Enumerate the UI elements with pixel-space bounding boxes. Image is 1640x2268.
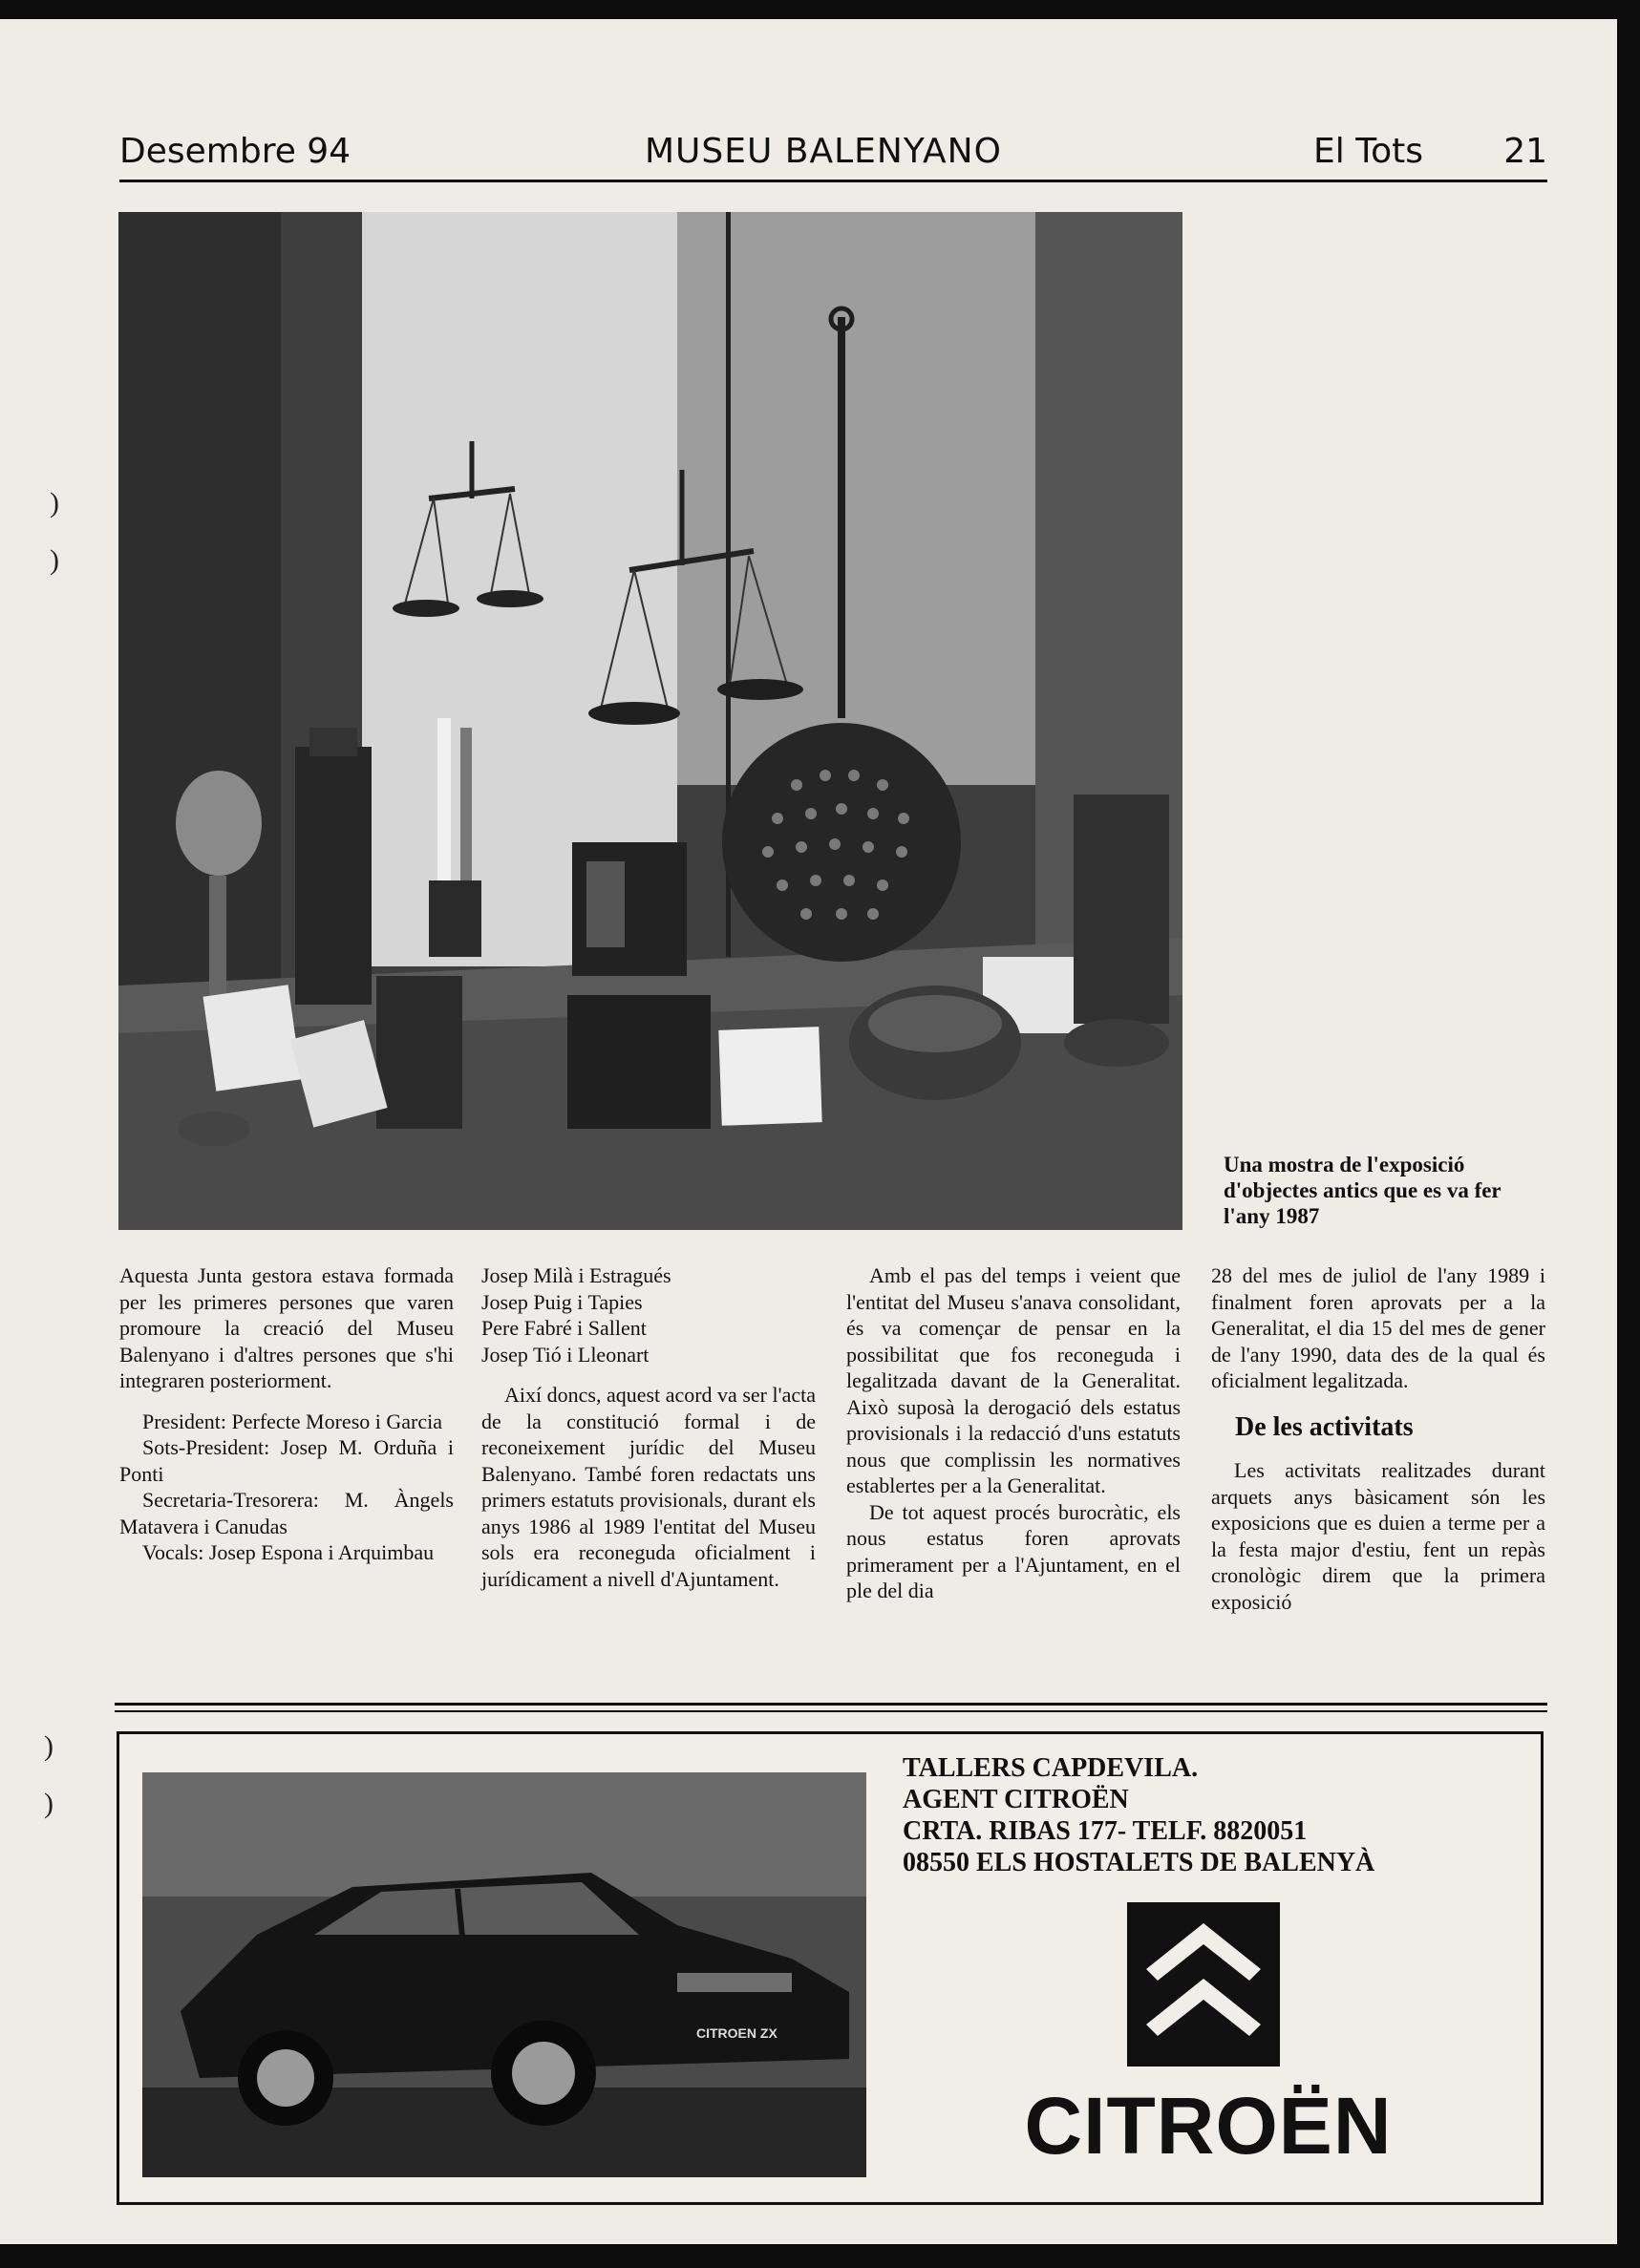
member-list (481, 1262, 816, 1367)
divider (115, 1710, 1547, 1712)
article-column-3 (846, 1262, 1181, 1604)
article-paragraph: Les activitats realitzades durant arquets anys bàsicament són les exposicions que es duien a terme per a la festa major d'estiu, fent un repàs cronològic direm que la primera exposició (1211, 1458, 1545, 1614)
car-badge: CITROEN ZX (696, 2025, 777, 2041)
margin-mark: ) (50, 487, 59, 519)
board-member: Vocals: Josep Espona i Arquimbau (142, 1540, 435, 1564)
chevron-logo-icon (1127, 1902, 1280, 2067)
section-title: MUSEU BALENYANO (645, 132, 1002, 171)
exhibition-photo-illustration (118, 212, 1182, 1230)
article-column-1 (119, 1262, 454, 1566)
car-photo-illustration (142, 1772, 866, 2177)
page-header (119, 132, 1547, 182)
article-paragraph: Amb el pas del temps i veient que l'entitat del Museu s'anava consolidant, és va començar de pensar en la possibilitat que fos reconeguda i legalitzada davant de la Generalitat. Això suposà la derogació dels estatus provisionals i la redacció d'uns estatuts nous que complissin les normatives establertes per a la Generalitat. (846, 1263, 1181, 1497)
car-photo (142, 1772, 866, 2177)
ad-line: 08550 ELS HOSTALETS DE BALENYÀ (903, 1848, 1375, 1877)
member-name: Josep Tió i Lleonart (481, 1342, 650, 1367)
article-paragraph: 28 del mes de juliol de l'any 1989 i finalment foren aprovats per a la Generalitat, el dia 15 del mes de gener de l'any 1990, data des de la qual és oficialment legalitzada. (1211, 1263, 1545, 1392)
article-column-4 (1211, 1262, 1545, 1615)
article-column-2 (481, 1262, 816, 1592)
board-member: Secretaria-Tresorera: M. Àngels Matavera i Canudas (119, 1488, 454, 1538)
margin-mark: ) (44, 1730, 53, 1762)
ad-line: AGENT CITROËN (903, 1785, 1129, 1814)
board-member: President: Perfecte Moreso i Garcia (142, 1409, 442, 1433)
exhibition-photo (118, 212, 1182, 1230)
article-paragraph: Aquesta Junta gestora estava formada per les primeres persones que varen promoure la creació del Museu Balenyano i d'altres persones que s'hi integraren posteriorment. (119, 1263, 454, 1392)
member-name: Josep Milà i Estragués (481, 1263, 671, 1287)
advertisement (117, 1731, 1544, 2205)
divider (115, 1703, 1547, 1706)
photo-caption: Una mostra de l'exposició d'objectes antics que es va fer l'any 1987 (1224, 1153, 1502, 1228)
margin-mark: ) (44, 1788, 53, 1819)
section-heading: De les activitats (1235, 1411, 1414, 1442)
article-paragraph: Així doncs, aquest acord va ser l'acta de la constitució formal i de reconeixement jurídic del Museu Balenyano. També foren redactats uns primers estatuts provisionals, durant els anys 1986 al 1989 l'entitat del Museu sols era reconeguda oficialment i jurídicament a nivell d'Ajuntament. (481, 1383, 816, 1591)
article-paragraph: De tot aquest procés burocràtic, els nous estatus foren aprovats primerament per a l'Ajuntament, en el ple del dia (846, 1499, 1181, 1602)
publication-name: El Tots (1313, 132, 1423, 171)
ad-line: TALLERS CAPDEVILA. (903, 1753, 1199, 1783)
page-number: 21 (1503, 132, 1547, 171)
ad-line: CRTA. RIBAS 177- TELF. 8820051 (903, 1816, 1308, 1846)
page (0, 19, 1617, 2244)
member-name: Pere Fabré i Sallent (481, 1316, 647, 1340)
issue-date: Desembre 94 (119, 132, 351, 171)
ad-address-block (903, 1752, 1533, 1878)
board-member: Sots-President: Josep M. Orduña i Ponti (119, 1435, 454, 1486)
margin-mark: ) (50, 544, 59, 576)
brand-wordmark: CITROËN (1024, 2081, 1393, 2171)
member-name: Josep Puig i Tapies (481, 1289, 643, 1314)
